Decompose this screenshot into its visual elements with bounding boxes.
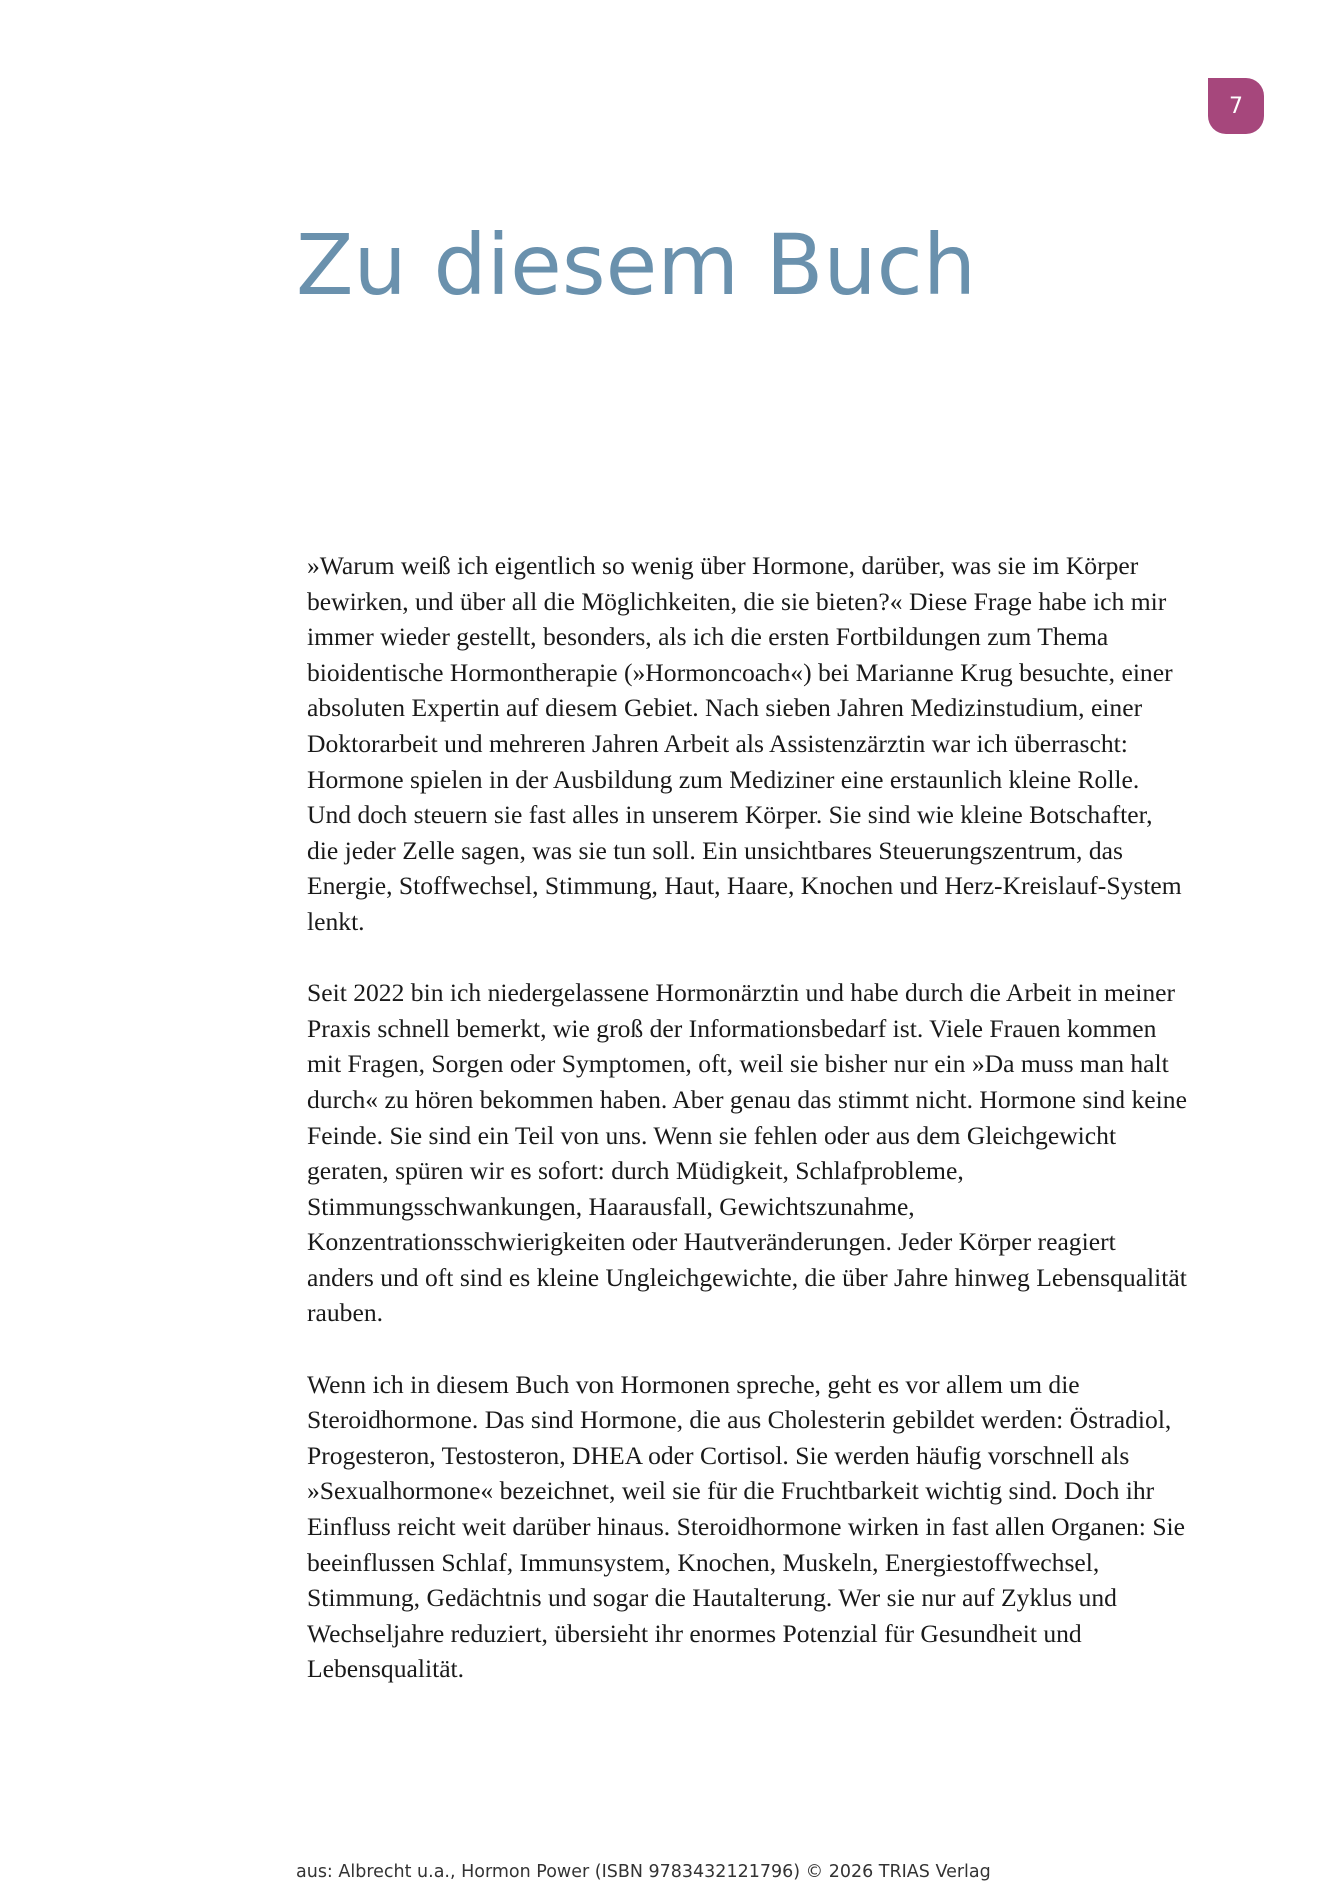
paragraph: Seit 2022 bin ich niedergelassene Hormonärztin und habe durch die Arbeit in meiner Praxis schnell bemerkt, wie groß der Informationsbedarf ist. Viele Frauen kommen mit Fragen, Sorgen oder Symptomen, oft, weil sie bisher nur ein »Da muss man halt durch« zu hören bekommen haben. Aber genau das stimmt nicht. Hormone sind keine Feinde. Sie sind ein Teil von uns. Wenn sie fehlen oder aus dem Gleichgewicht geraten, spüren wir es sofort: durch Müdigkeit, Schlafprobleme, Stimmungsschwankungen, Haarausfall, Gewichtszunahme, Konzentrationsschwierigkeiten oder Hautveränderungen. Jeder Körper reagiert anders und oft sind es kleine Ungleichgewichte, die über Jahre hinweg Lebensqualität rauben.	[307, 978, 1187, 1328]
paragraph: Wenn ich in diesem Buch von Hormonen spreche, geht es vor allem um die Steroidhormone. Das sind Hormone, die aus Cholesterin gebildet werden: Östradiol, Progesteron, Testosteron, DHEA oder Cortisol. Sie werden häufig vorschnell als »Sexualhormone« bezeichnet, weil sie für die Fruchtbarkeit wichtig sind. Doch ihr Einfluss reicht weit darüber hinaus. Steroidhormone wirken in fast allen Organen: Sie beeinflussen Schlaf, Immunsystem, Knochen, Muskeln, Energiestoffwechsel, Stimmung, Gedächtnis und sogar die Hautalterung. Wer sie nur auf Zyklus und Wechseljahre reduziert, übersieht ihr enormes Potenzial für Gesundheit und Lebensqualität.	[307, 1369, 1186, 1684]
copyright-footer: aus: Albrecht u.a., Hormon Power (ISBN 9783432121796) © 2026 TRIAS Verlag	[296, 1862, 991, 1882]
paragraph: »Warum weiß ich eigentlich so wenig über Hormone, darüber, was sie im Körper bewirken, und über all die Möglichkeiten, die sie bieten?« Diese Frage habe ich mir immer wieder gestellt, besonders, als ich die ersten Fortbildungen zum Thema bioidentische Hormontherapie (»Hormoncoach«) bei Marianne Krug besuchte, einer absoluten Expertin auf diesem Gebiet. Nach sieben Jahren Medizinstudium, einer Doktorarbeit und mehreren Jahren Arbeit als Assistenzärztin war ich überrascht: Hormone spielen in der Ausbildung zum Mediziner eine erstaunlich kleine Rolle. Und doch steuern sie fast alles in unserem Körper. Sie sind wie kleine Botschafter, die jeder Zelle sagen, was sie tun soll. Ein unsichtbares Steuerungszentrum, das Energie, Stoffwechsel, Stimmung, Haut, Haare, Knochen und Herz-Kreislauf-System lenkt.	[307, 551, 1182, 936]
body-text	[307, 548, 1187, 1723]
page-title: Zu diesem Buch	[296, 216, 977, 314]
page-number-badge: 7	[1208, 78, 1264, 134]
